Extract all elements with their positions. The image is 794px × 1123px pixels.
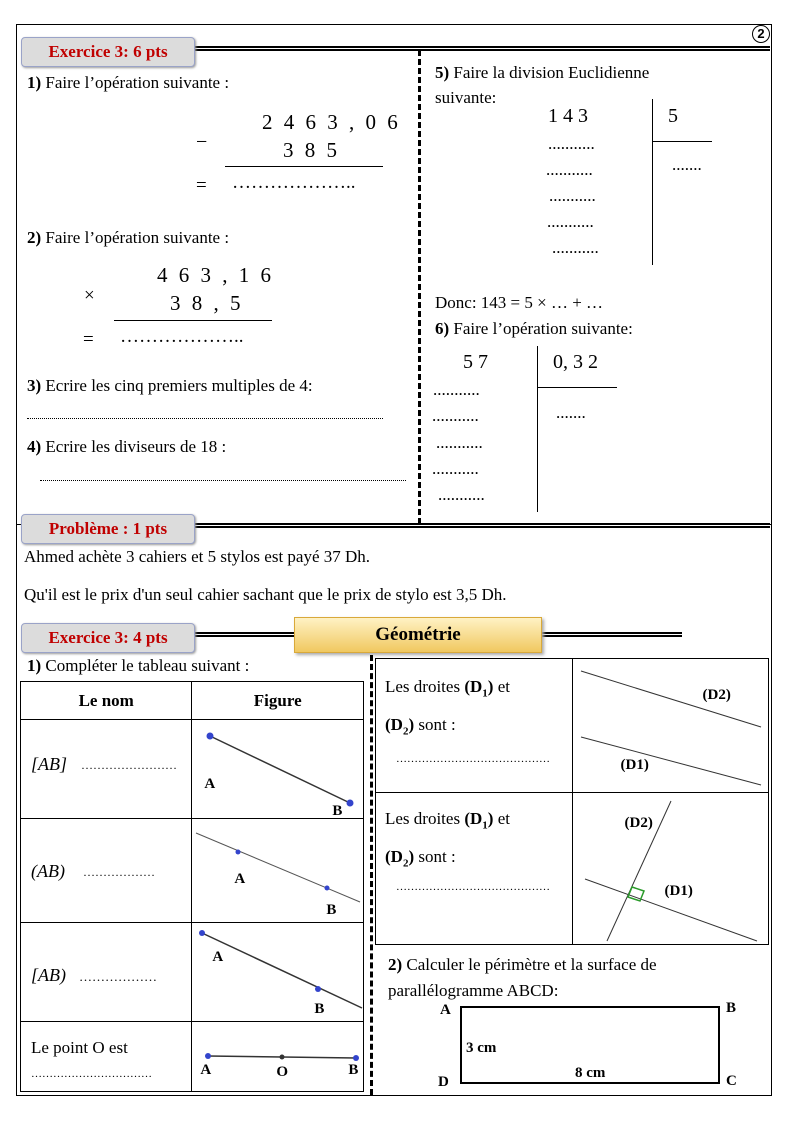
- et-word: et: [497, 677, 510, 696]
- q5-number: 5): [435, 63, 450, 82]
- header-rule-1: [190, 46, 770, 51]
- div2-bracket-vertical: [537, 346, 538, 512]
- header-rule-2: [190, 523, 770, 528]
- q4-prompt: [27, 437, 226, 457]
- exercise-3-badge: Exercice 3: 4 pts: [21, 623, 195, 653]
- probleme-line-2: Qu'il est le prix d'un seul cahier sachant que le prix de stylo est 3,5 Dh.: [24, 585, 507, 604]
- div2-row: ...........: [438, 485, 485, 504]
- row-answer-dots[interactable]: ……………………………: [31, 1068, 152, 1080]
- rect-width-label: 8 cm: [575, 1065, 606, 1081]
- mul-result: ………………..: [120, 326, 244, 347]
- d2-letter: D: [390, 715, 403, 734]
- div1-row: ...........: [549, 186, 596, 205]
- row-name-cell: [21, 720, 192, 819]
- figure-table: [20, 681, 364, 1092]
- div1-row: ...........: [546, 160, 593, 179]
- d1-sub: 1: [482, 687, 488, 700]
- q3-prompt: [27, 376, 313, 396]
- point-o-label: O: [276, 1064, 289, 1080]
- div2-row: ...........: [432, 406, 479, 425]
- ex3-q2-number: 2): [388, 955, 403, 974]
- point-b-label: B: [348, 1062, 359, 1078]
- q6-prompt: [435, 319, 633, 339]
- sub-bottom: 3 8 5: [283, 138, 340, 162]
- row-name-cell: [21, 1022, 192, 1092]
- d2-letter: D: [390, 847, 403, 866]
- droites-answer-dots[interactable]: ……………………………………: [396, 753, 550, 765]
- div2-dividend: 5 7: [463, 351, 488, 373]
- q6-number: 6): [435, 319, 450, 338]
- point-b-label: B: [326, 902, 337, 918]
- ray-figure: [192, 923, 364, 1022]
- div1-row: ...........: [552, 238, 599, 257]
- page-number: 2: [752, 25, 770, 43]
- rect-c-label: C: [726, 1073, 737, 1089]
- point-a-label: A: [212, 949, 224, 965]
- ex3-q2-line2: parallélogramme ABCD:: [388, 981, 559, 1000]
- d1-label: (D1): [664, 883, 693, 899]
- d1-label: (D1): [620, 757, 649, 773]
- q3-number: 3): [27, 376, 42, 395]
- droites-line-2: $(D_2)$ sont :: [385, 715, 456, 738]
- droites-line-1: Les droites $(D_1)$ et: [385, 809, 510, 832]
- mul-line: [114, 320, 272, 321]
- div1-bracket-vertical: [652, 99, 653, 265]
- q5-text: Faire la division Euclidienne: [453, 63, 650, 82]
- div2-row: ...........: [436, 433, 483, 452]
- div1-quotient: .......: [672, 155, 702, 174]
- div1-divisor: 5: [668, 105, 678, 127]
- sub-top: 2 4 6 3 , 0 6: [262, 110, 401, 134]
- row-name-cell: [21, 923, 192, 1022]
- row-name: Le point O est: [31, 1038, 128, 1057]
- div2-row: ...........: [432, 459, 479, 478]
- perpendicular-lines-figure: [573, 793, 769, 945]
- mul-bottom: 3 8 , 5: [170, 291, 244, 315]
- row-answer-dots[interactable]: ……………………: [81, 758, 177, 772]
- sub-equals: =: [196, 175, 207, 196]
- parallel-figure-cell: [572, 659, 769, 793]
- div2-row: ...........: [433, 380, 480, 399]
- d2-sub: 2: [402, 857, 409, 870]
- q4-answer-line[interactable]: [40, 480, 406, 481]
- row-figure-cell: [192, 923, 364, 1022]
- times-sign: ×: [84, 285, 95, 306]
- table-row: [21, 720, 364, 819]
- row-figure-cell: [192, 720, 364, 819]
- point-a-label: A: [200, 1062, 212, 1078]
- div2-divisor: 0, 3 2: [553, 351, 598, 373]
- div1-dividend: 1 4 3: [548, 105, 588, 127]
- parallel-lines-figure: [573, 659, 769, 793]
- sont-word: sont :: [418, 715, 456, 734]
- rect-a-label: A: [440, 1002, 451, 1018]
- q4-text: Ecrire les diviseurs de 18 :: [45, 437, 227, 456]
- exercise-1-badge: Exercice 3: 6 pts: [21, 37, 195, 67]
- midpoint-figure: [192, 1022, 364, 1092]
- q3-text: Ecrire les cinq premiers multiples de 4:: [45, 376, 313, 395]
- col-header-name: [21, 682, 192, 720]
- sub-result: ………………..: [232, 172, 356, 193]
- row-figure-cell: [192, 1022, 364, 1092]
- d1-letter: D: [470, 809, 483, 828]
- ex3-q2-text: Calculer le périmètre et la surface de: [406, 955, 657, 974]
- col-header-figure: [192, 682, 364, 720]
- et-word: et: [497, 809, 510, 828]
- row-name: [AB]: [31, 754, 67, 774]
- minus-sign: −: [196, 131, 208, 153]
- droites-table: [375, 658, 769, 945]
- mul-top: 4 6 3 , 1 6: [157, 263, 274, 287]
- d2-label: (D2): [702, 687, 731, 703]
- q1-text: Faire l’opération suivante :: [45, 73, 230, 92]
- row-answer-dots[interactable]: ………………: [83, 865, 155, 879]
- mul-equals: =: [83, 329, 94, 350]
- rect-b-label: B: [726, 1000, 737, 1016]
- geometrie-banner: Géométrie: [294, 617, 542, 653]
- q3-answer-line[interactable]: [27, 418, 383, 419]
- q4-number: 4): [27, 437, 42, 456]
- droites-line-1: Les droites $(D_1)$ et: [385, 677, 510, 700]
- d1-letter: D: [470, 677, 483, 696]
- droites-answer-dots[interactable]: ……………………………………: [396, 881, 550, 893]
- sont-word: sont :: [418, 847, 456, 866]
- ex3-q1-prompt: [27, 656, 249, 676]
- col-figure-label: Figure: [253, 690, 302, 710]
- sub-line: [225, 166, 383, 167]
- point-b-label: B: [314, 1001, 325, 1017]
- droites-line-2: $(D_2)$ sont :: [385, 847, 456, 870]
- q2-text: Faire l’opération suivante :: [45, 228, 230, 247]
- q5-prompt-line1: [435, 63, 649, 83]
- divider-bottom: [370, 655, 373, 1095]
- ex3-q1-number: 1): [27, 656, 42, 675]
- line-figure: [192, 819, 364, 923]
- droites-text-cell: [376, 793, 573, 945]
- d2-sub: 2: [402, 725, 409, 738]
- q2-number: 2): [27, 228, 42, 247]
- table-row: [376, 659, 769, 793]
- div2-bracket-horizontal: [537, 387, 617, 388]
- table-row: [376, 793, 769, 945]
- div1-row: ...........: [547, 212, 594, 231]
- droites-text-cell: [376, 659, 573, 793]
- perpendicular-figure-cell: [572, 793, 769, 945]
- rect-d-label: D: [438, 1074, 449, 1090]
- row-answer-dots[interactable]: ………………: [79, 969, 157, 984]
- rect-height-label: 3 cm: [466, 1040, 497, 1056]
- row-name-cell: [21, 819, 192, 923]
- d2-label: (D2): [624, 815, 653, 831]
- point-a-label: A: [204, 776, 216, 792]
- div1-row: ...........: [548, 134, 595, 153]
- table-row: [21, 1022, 364, 1092]
- point-a-label: A: [234, 871, 246, 887]
- q6-text: Faire l’opération suivante:: [453, 319, 633, 338]
- droites-prefix: Les droites: [385, 677, 461, 696]
- donc-line: Donc: 143 = 5 × … + …: [435, 293, 604, 312]
- row-name: [AB): [31, 965, 66, 985]
- droites-prefix: Les droites: [385, 809, 461, 828]
- probleme-badge: Problème : 1 pts: [21, 514, 195, 544]
- d1-sub: 1: [482, 819, 488, 832]
- q1-number: 1): [27, 73, 42, 92]
- col-name-label: Le nom: [78, 690, 134, 710]
- ex3-q2-line1: [388, 955, 657, 975]
- point-b-label: B: [332, 803, 343, 819]
- row-name: (AB): [31, 861, 65, 881]
- divider-top: [418, 50, 421, 524]
- table-row: [21, 819, 364, 923]
- q2-prompt: [27, 228, 229, 248]
- row-figure-cell: [192, 819, 364, 923]
- ex3-q1-text: Compléter le tableau suivant :: [45, 656, 250, 675]
- table-row: [21, 923, 364, 1022]
- probleme-line-1: Ahmed achète 3 cahiers et 5 stylos est payé 37 Dh.: [24, 547, 371, 566]
- div1-bracket-horizontal: [652, 141, 712, 142]
- q1-prompt: [27, 73, 229, 93]
- div2-quotient: .......: [556, 403, 586, 422]
- q5-prompt-line2: suivante:: [435, 88, 497, 107]
